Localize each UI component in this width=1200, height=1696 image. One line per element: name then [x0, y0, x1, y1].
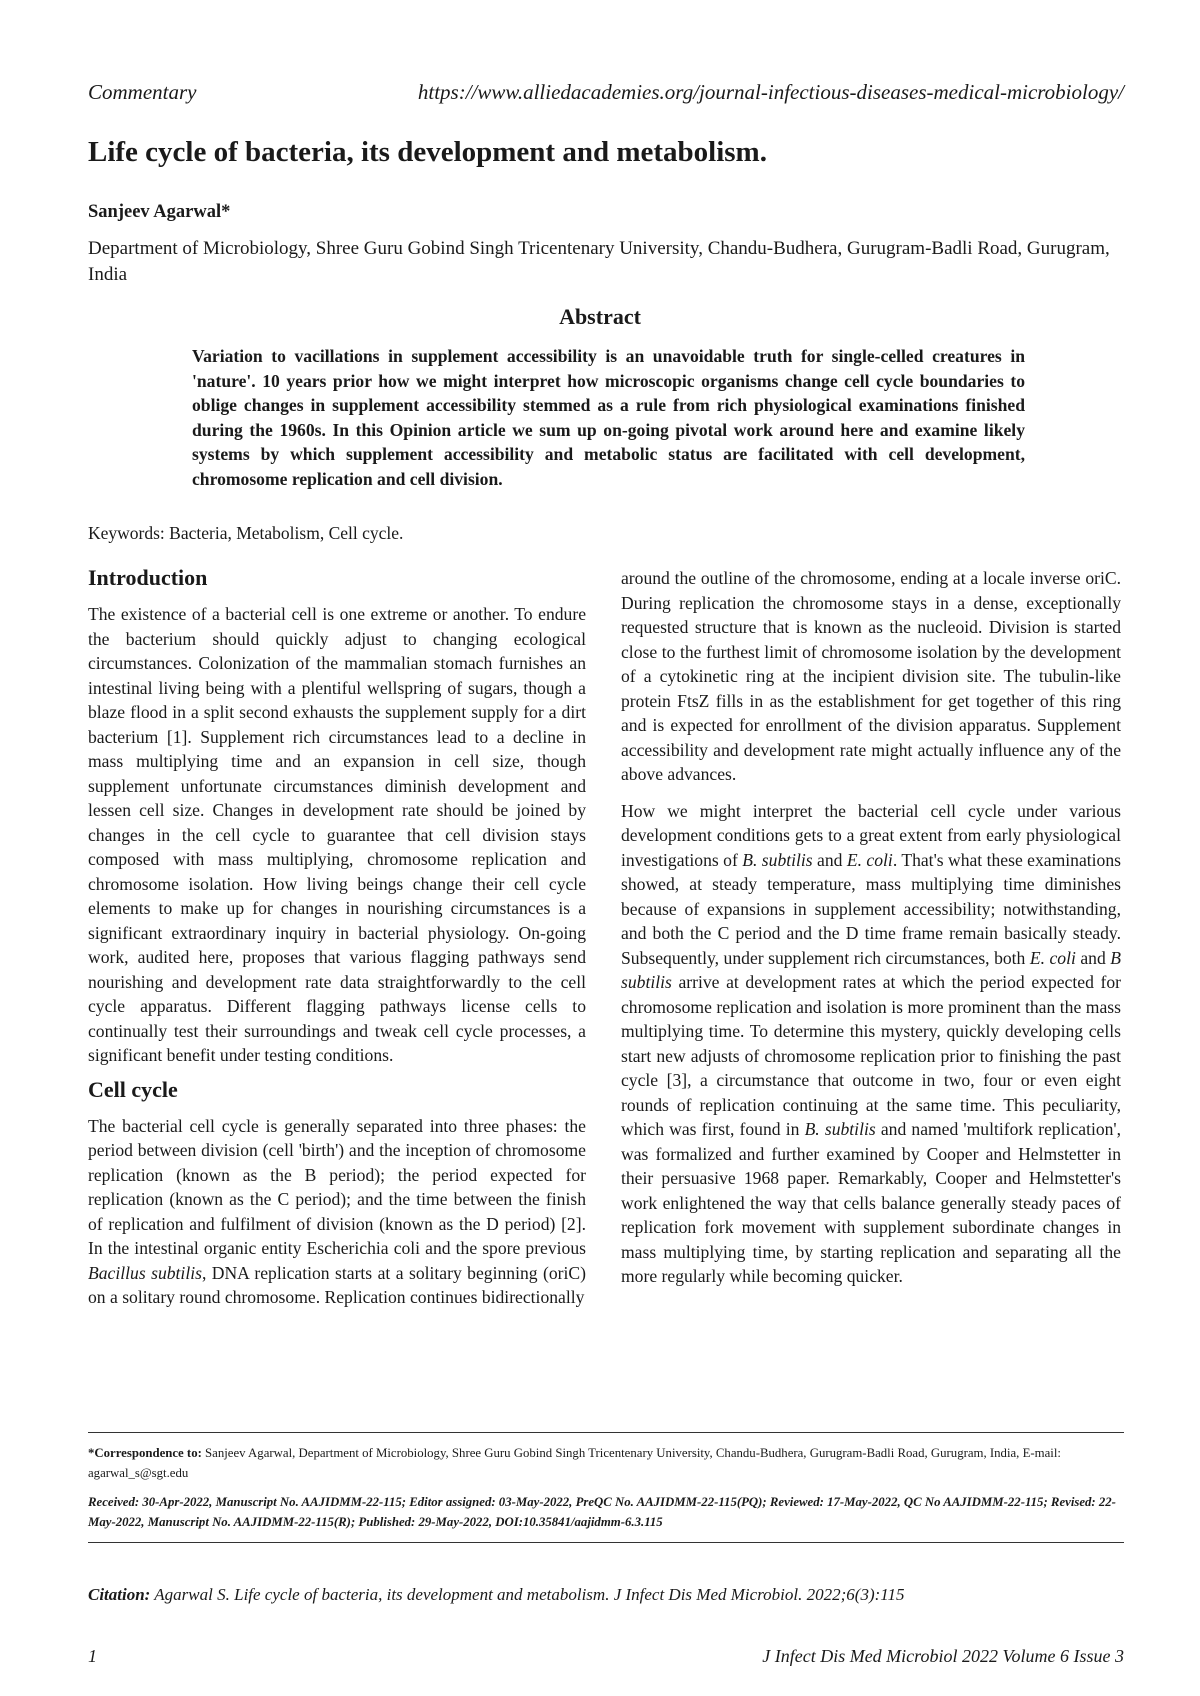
keywords-text: Bacteria, Metabolism, Cell cycle.: [169, 523, 404, 543]
correspondence-text: Sanjeev Agarwal, Department of Microbiology, Shree Guru Gobind Singh Tricentenary University, Chandu-Budhera, Gurugram-Badli Road, Gurugram, India, E-mail: agarwal_s@sgt.edu: [88, 1446, 1061, 1480]
species-name: B. subtilis: [804, 1119, 876, 1139]
species-name: E. coli: [1029, 947, 1076, 968]
paper-title: Life cycle of bacteria, its development and metabolism.: [88, 136, 767, 168]
right-paragraph-2: [621, 799, 1121, 1289]
abstract-heading: Abstract: [559, 304, 641, 329]
right-paragraph-1: around the outline of the chromosome, ending at a locale inverse oriC. During replication the chromosome stays in a dense, exceptionally requested structure that is known as the nucleoid. Division is started close to the furthest limit of chromosome isolation by the development of a cytokinetic ring at the incipient division site. The tubulin-like protein FtsZ fills in as the establishment for get together of this ring and is expected for enrollment of the division apparatus. Supplement accessibility and development rate might actually influence any of the above advances.: [621, 568, 1121, 784]
left-column: [88, 564, 586, 1310]
p2-text-c: . That's what these examinations showed, at steady temperature, mass multiplying time diminishes because of expansions in supplement accessibility; notwithstanding, and both the C period and the D time frame remain basically steady. Subsequently, under supplement rich circumstances, both: [621, 849, 1121, 968]
right-column: [621, 566, 1121, 1289]
citation-text: Agarwal S. Life cycle of bacteria, its development and metabolism. J Infect Dis Med Microbiol. 2022;6(3):115: [150, 1585, 905, 1604]
keywords-label: Keywords:: [88, 523, 165, 543]
manuscript-dates: Received: 30-Apr-2022, Manuscript No. AAJIDMM-22-115; Editor assigned: 03-May-2022, PreQC No. AAJIDMM-22-115(PQ); Reviewed: 17-May-2022, QC No AAJIDMM-22-115; Revised: 22-May-2022, Manuscript No. AAJIDMM-22-115(R); Published: 29-May-2022, DOI:10.35841/aajidmm-6.3.115: [88, 1495, 1116, 1529]
journal-footer: J Infect Dis Med Microbiol 2022 Volume 6 Issue 3: [762, 1646, 1124, 1666]
cell-cycle-paragraph: [88, 1114, 586, 1310]
p2-text-f: and named 'multifork replication', was formalized and further examined by Cooper and Helmstetter in their persuasive 1968 paper. Remarkably, Cooper and Helmstetter's work enlightened the way that cells balance generally steady paces of replication fork movement with supplement subordinate changes in mass multiplying time, by starting replication and separating all the more regularly while becoming quicker.: [621, 1119, 1122, 1286]
author-name: Sanjeev Agarwal*: [88, 202, 231, 222]
p2-text-d: and: [1075, 947, 1111, 968]
correspondence-note: [88, 1443, 1124, 1483]
p2-text-a: How we might interpret the bacterial cell cycle under various development conditions gets to a great extent from early physiological investigations of: [621, 800, 1121, 870]
correspondence-label: *Correspondence to:: [88, 1446, 202, 1460]
cell-cycle-text-2: , DNA replication starts at a solitary beginning (oriC) on a solitary round chromosome. Replication continues bidirectionally: [88, 1262, 586, 1307]
cell-cycle-text-1: The bacterial cell cycle is generally separated into three phases: the period between division (cell 'birth') and the inception of chromosome replication (known as the B period); the period expected for replication (known as the C period); and the time between the finish of replication and fulfilment of division (known as the D period) [2]. In the intestinal organic entity Escherichia coli and the spore previous: [88, 1115, 586, 1258]
keywords: [88, 523, 403, 544]
page-number: 1: [88, 1646, 97, 1666]
species-name: B. subtilis: [742, 849, 813, 870]
p2-text-b: and: [812, 849, 847, 870]
article-type-label: Commentary: [88, 80, 197, 104]
citation-label: Citation:: [88, 1585, 151, 1604]
species-name: E. coli: [846, 849, 893, 870]
p2-text-e: arrive at development rates at which the period expected for chromosome replication and isolation is more prominent than the mass multiplying time. To determine this mystery, quickly developing cells start new adjusts of chromosome replication prior to finishing the past cycle [3], a circumstance that outcome in two, four or even eight rounds of replication continuing at the same time. This peculiarity, which was first, found in: [621, 972, 1121, 1139]
introduction-paragraph: The existence of a bacterial cell is one extreme or another. To endure the bacterium should quickly adjust to changing ecological circumstances. Colonization of the mammalian stomach furnishes an intestinal living being with a plentiful wellspring of sugars, though a blaze flood in a split second exhausts the supplement supply for a dirt bacterium [1]. Supplement rich circumstances lead to a decline in mass multiplying time and an expansion in cell size, though supplement unfortunate circumstances diminish development and lessen cell size. Changes in development rate should be joined by changes in the cell cycle to guarantee that cell division stays composed with mass multiplying, chromosome replication and chromosome isolation. How living beings change their cell cycle elements to make up for changes in nourishing circumstances is a significant extraordinary inquiry in bacterial physiology. On-going work, audited here, proposes that various flagging pathways send nourishing and development rate data straightforwardly to the cell cycle apparatus. Different flagging pathways license cells to continually test their surroundings and tweak cell cycle processes, a significant benefit under testing conditions.: [88, 604, 586, 1065]
citation: [88, 1585, 905, 1605]
author-affiliation: Department of Microbiology, Shree Guru Gobind Singh Tricentenary University, Chandu-Budhera, Gurugram-Badli Road, Gurugram, India: [88, 238, 1110, 285]
abstract-text: Variation to vacillations in supplement accessibility is an unavoidable truth for single-celled creatures in 'nature'. 10 years prior how we might interpret how microscopic organisms change cell cycle boundaries to oblige changes in supplement accessibility stemmed as a rule from rich physiological examinations finished during the 1960s. In this Opinion article we sum up on-going pivotal work around here and examine likely systems by which supplement accessibility and metabolic status are facilitated with cell development, chromosome replication and cell division.: [192, 346, 1025, 489]
cell-cycle-heading: Cell cycle: [88, 1076, 178, 1102]
footnote-divider-bottom: [88, 1542, 1124, 1543]
footnote-divider-top: [88, 1432, 1124, 1433]
page-header: [88, 80, 1124, 108]
species-name: B subtilis: [621, 947, 1121, 992]
introduction-heading: Introduction: [88, 565, 208, 590]
species-name: Bacillus subtilis: [88, 1262, 202, 1283]
journal-url-link[interactable]: https://www.alliedacademies.org/journal-infectious-diseases-medical-microbiology/: [417, 80, 1124, 104]
